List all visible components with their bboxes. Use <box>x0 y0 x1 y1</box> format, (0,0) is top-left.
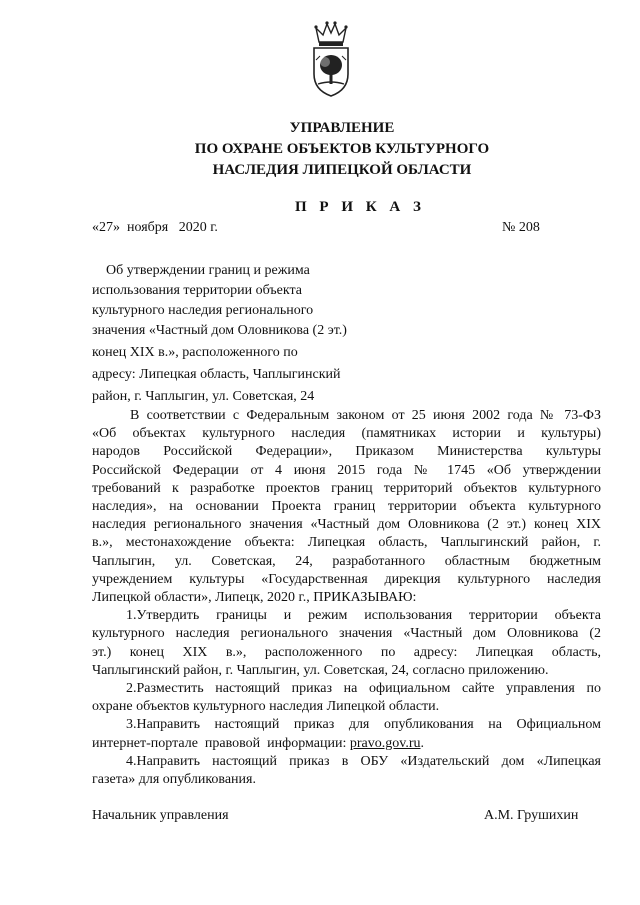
body-line: наследия», на основании Проекта границ территории объекта культурного <box>92 499 601 515</box>
body-line: охране объектов культурного наследия Липецкой области. <box>92 699 440 715</box>
preamble-paragraph <box>92 407 601 607</box>
body-line: эт.) конец XIX в.», расположенного по адресу: Липецкая область, <box>92 644 601 660</box>
coat-of-arms-emblem <box>308 20 354 100</box>
body-line: в.», местонахождение объекта: Липецкая область, Чаплыгинский район, г. <box>92 535 601 551</box>
document-date: «27» ноября 2020 г. <box>92 220 218 235</box>
subject-line: значения «Частный дом Оловникова (2 эт.) <box>92 323 347 338</box>
body-line: Российской Федерации от 4 июня 2015 года № 1745 «Об утверждении <box>92 462 601 478</box>
document-number: № 208 <box>502 220 540 235</box>
document-type: П Р И К А З <box>295 199 426 215</box>
signer-title: Начальник управления <box>92 808 229 823</box>
signer-name: А.М. Грушихин <box>484 808 579 823</box>
subject-line: район, г. Чаплыгин, ул. Советская, 24 <box>92 389 315 404</box>
body-line: 3.Направить настоящий приказ для опубликования на Официальном <box>126 717 601 733</box>
body-line: культурного наследия регионального значения «Частный дом Оловникова (2 <box>92 626 601 642</box>
subject-line: Об утверждении границ и режима <box>106 263 310 278</box>
item3-text: интернет-портале правовой информации: <box>92 735 350 751</box>
body-line: Липецкой области», Липецк, 2020 г., ПРИКАЗЫВАЮ: <box>92 590 417 606</box>
order-item-2 <box>92 680 601 716</box>
header-line-2: ПО ОХРАНЕ ОБЪЕКТОВ КУЛЬТУРНОГО <box>194 141 490 157</box>
document-subject <box>92 261 392 407</box>
subject-line: использования территории объекта <box>92 283 302 298</box>
body-line: «Об объектах культурного наследия (памятниках истории и культуры) <box>92 426 601 442</box>
item3-period: . <box>420 735 424 751</box>
body-line: газета» для опубликования. <box>92 772 256 788</box>
pravo-gov-link[interactable]: pravo.gov.ru <box>349 735 421 751</box>
body-line: Чаплыгинский район, г. Чаплыгин, ул. Советская, 24, согласно приложению. <box>92 662 549 678</box>
body-line: народов Российской Федерации», Приказом Министерства культуры <box>92 444 601 460</box>
order-item-3 <box>92 716 601 752</box>
body-line: 2.Разместить настоящий приказ на официальном сайте управления по <box>126 681 601 697</box>
body-line: наследия регионального значения «Частный дом Оловникова (2 эт.) конец XIX <box>92 517 601 533</box>
order-item-4 <box>92 753 601 789</box>
body-line: В соответствии с Федеральным законом от 25 июня 2002 года № 73-ФЗ <box>130 408 601 423</box>
subject-line: конец XIX в.», расположенного по <box>92 345 298 360</box>
body-line: 4.Направить настоящий приказ в ОБУ «Издательский дом «Липецкая <box>126 753 601 769</box>
header-line-1: УПРАВЛЕНИЕ <box>289 120 395 136</box>
header-line-3: НАСЛЕДИЯ ЛИПЕЦКОЙ ОБЛАСТИ <box>212 162 472 178</box>
body-line: учреждением культуры «Государственная дирекция культурного наследия <box>92 571 601 587</box>
body-line: Чаплыгин, ул. Советская, 24, разработанного областным бюджетным <box>92 553 601 569</box>
subject-line: культурного наследия регионального <box>92 303 314 318</box>
body-line <box>92 735 601 753</box>
document-body <box>92 407 601 789</box>
body-line: требований к разработке проектов границ территорий объектов культурного <box>92 480 601 496</box>
order-item-1 <box>92 607 601 680</box>
subject-line: адресу: Липецкая область, Чаплыгинский <box>92 367 341 382</box>
issuer-header <box>0 118 640 181</box>
body-line: 1.Утвердить границы и режим использования территории объекта <box>126 608 601 624</box>
